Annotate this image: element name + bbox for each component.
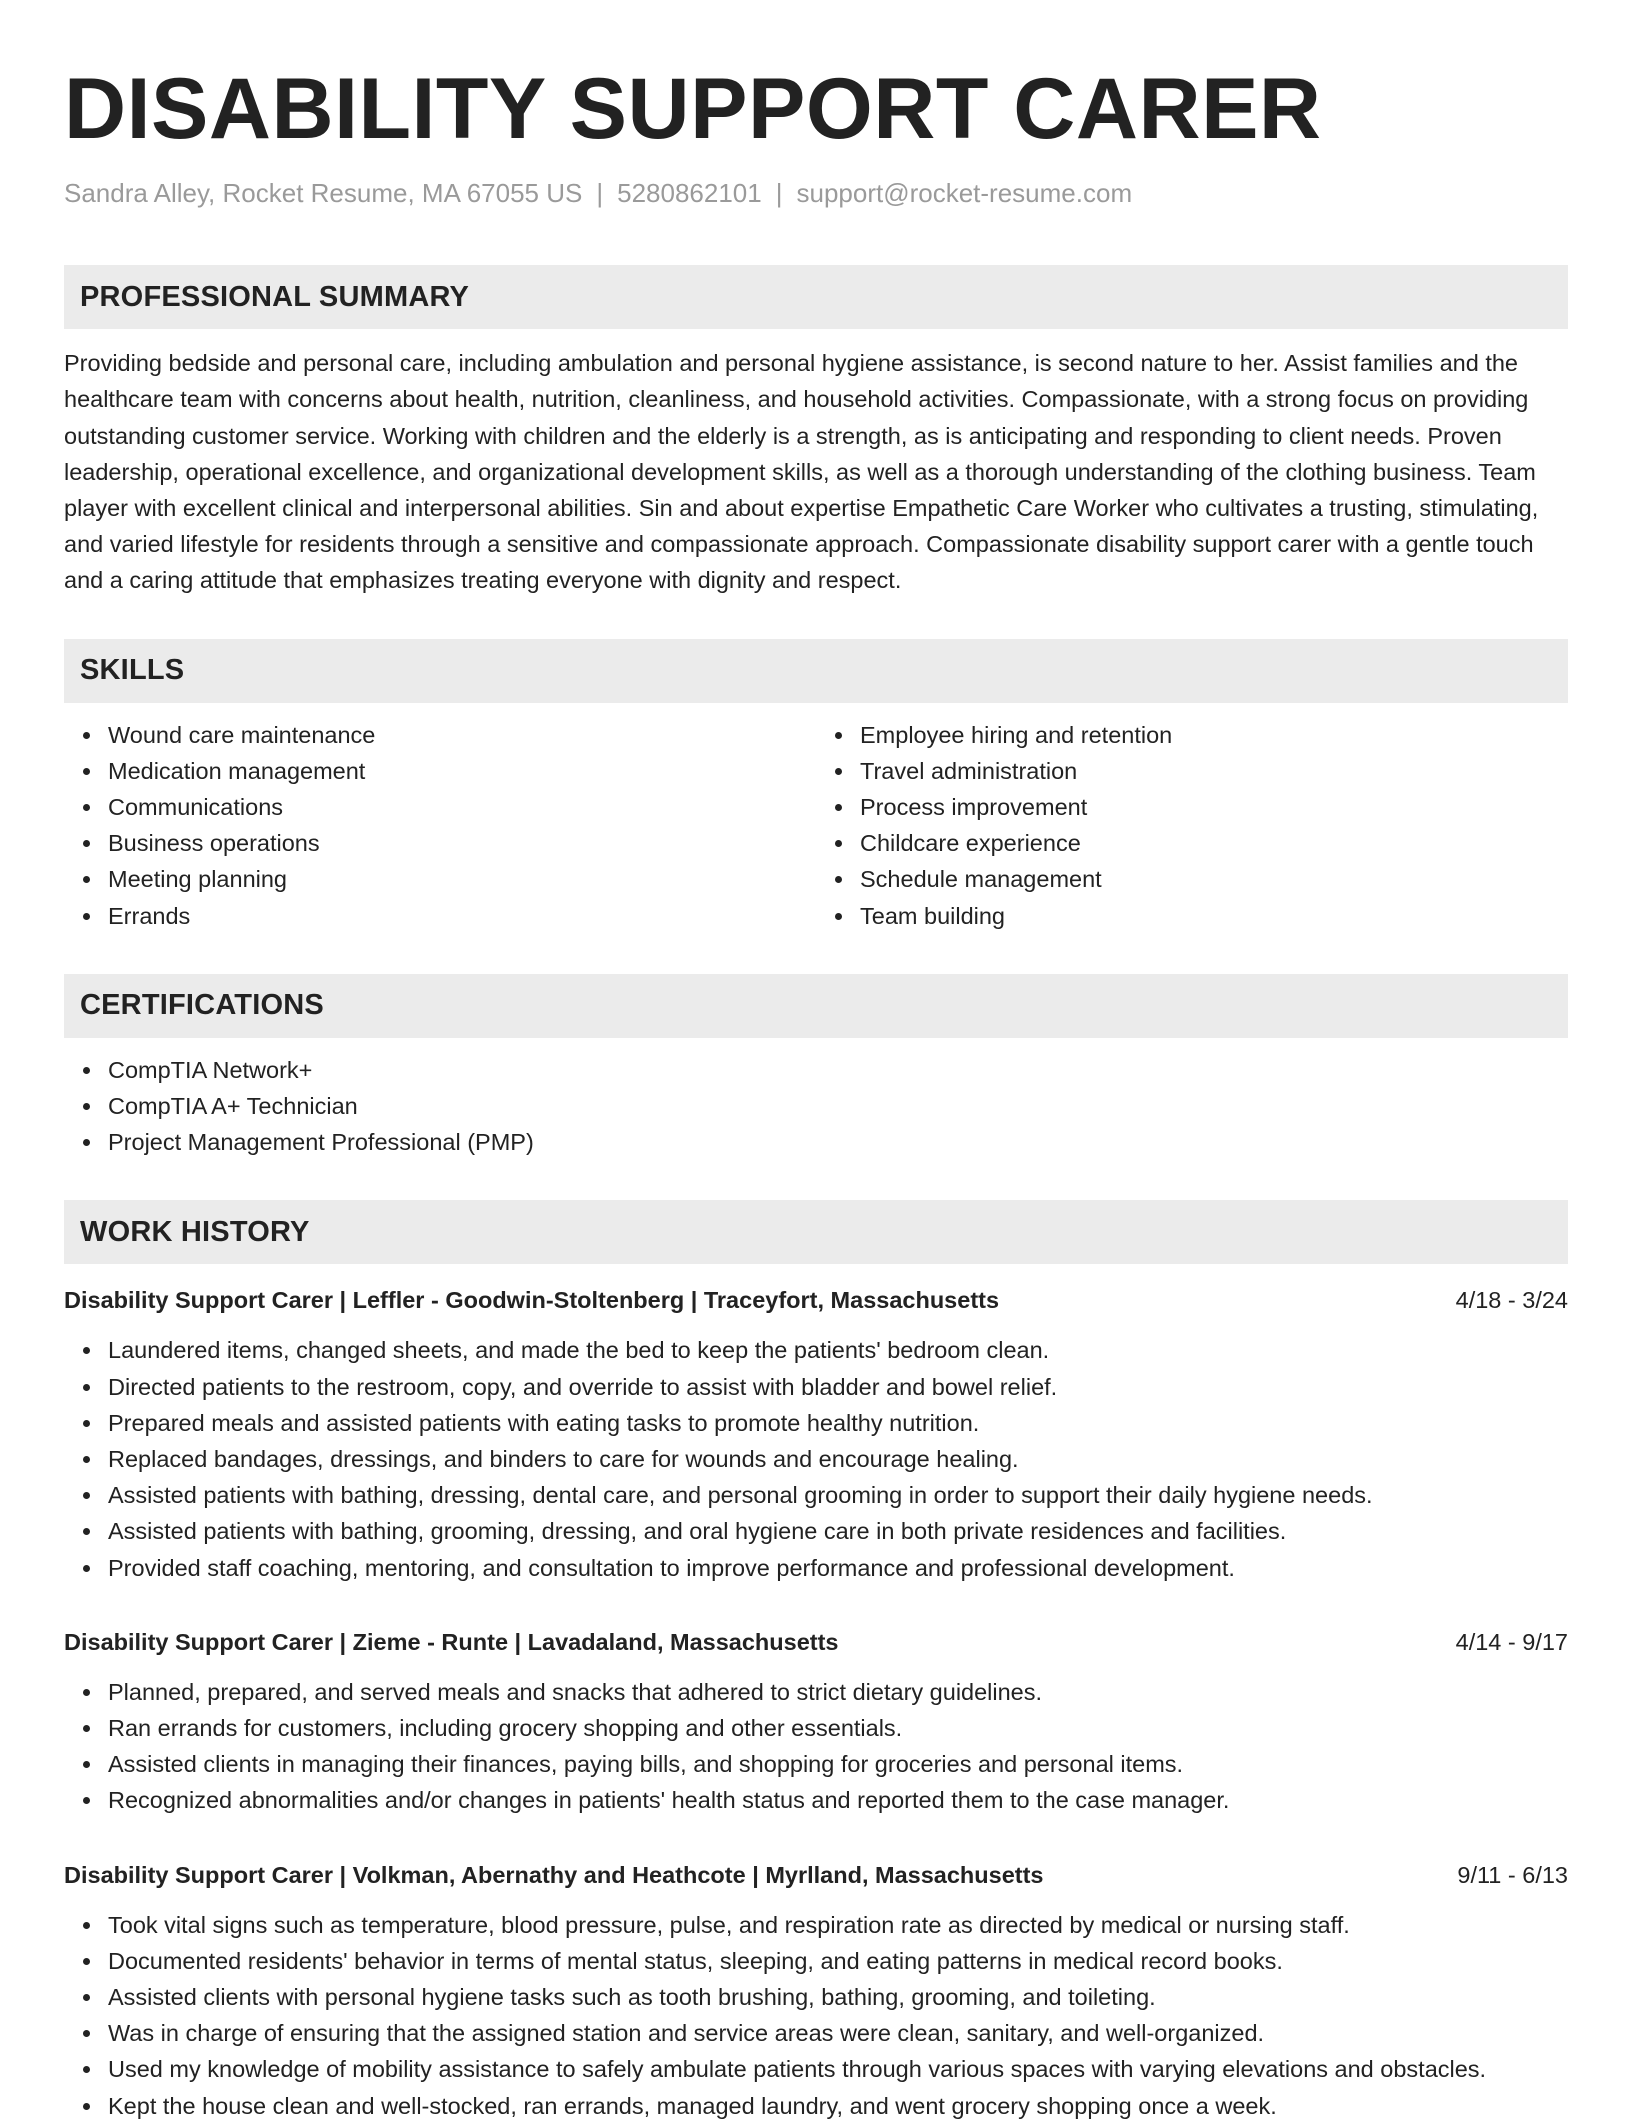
skill-item: Wound care maintenance xyxy=(108,717,816,753)
contact-phone: 5280862101 xyxy=(617,178,762,208)
skill-item: Schedule management xyxy=(860,861,1568,897)
job-bullet: Took vital signs such as temperature, blood pressure, pulse, and respiration rate as directed by medical or nursing staff. xyxy=(108,1907,1568,1943)
certification-item: Project Management Professional (PMP) xyxy=(108,1124,1568,1160)
contact-email: support@rocket-resume.com xyxy=(796,178,1133,208)
job-bullet: Kept the house clean and well-stocked, ran errands, managed laundry, and went grocery shopping once a week. xyxy=(108,2088,1568,2124)
certifications-heading: CERTIFICATIONS xyxy=(80,989,324,1022)
skill-item: Team building xyxy=(860,898,1568,934)
job-bullet: Replaced bandages, dressings, and binders to care for wounds and encourage healing. xyxy=(108,1441,1568,1477)
job-bullets xyxy=(64,1332,1568,1585)
job-header xyxy=(64,1282,1568,1318)
skill-item: Childcare experience xyxy=(860,825,1568,861)
summary-text: Providing bedside and personal care, including ambulation and personal hygiene assistance, is second nature to her. Assist families and the healthcare team with concerns about health, nutrition, cleanliness, and household activities. Compassionate, with a strong focus on providing outstanding customer service. Working with children and the elderly is a strength, as is anticipating and responding to client needs. Proven leadership, operational excellence, and organizational development skills, as well as a thorough understanding of the clothing business. Team player with excellent clinical and interpersonal abilities. Sin and about expertise Empathetic Care Worker who cultivates a trusting, stimulating, and varied lifestyle for residents through a sensitive and compassionate approach. Compassionate disability support carer with a gentle touch and a caring attitude that emphasizes treating everyone with dignity and respect. xyxy=(64,350,1539,594)
job-bullet: Planned, prepared, and served meals and snacks that adhered to strict dietary guidelines. xyxy=(108,1674,1568,1710)
job-title: Disability Support Carer | Zieme - Runte | Lavadaland, Massachusetts xyxy=(64,1628,839,1655)
certifications-list xyxy=(64,1052,1568,1161)
contact-separator: | xyxy=(775,178,783,208)
skill-item: Meeting planning xyxy=(108,861,816,897)
work-section-header xyxy=(64,1200,1568,1264)
job-bullet: Documented residents' behavior in terms of mental status, sleeping, and eating patterns in medical record books. xyxy=(108,1943,1568,1979)
work-heading: WORK HISTORY xyxy=(80,1215,310,1248)
job-title: Disability Support Carer | Volkman, Abernathy and Heathcote | Myrlland, Massachusetts xyxy=(64,1861,1044,1888)
job-bullet: Assisted clients with personal hygiene tasks such as tooth brushing, bathing, grooming, and toileting. xyxy=(108,1979,1568,2015)
job-bullet: Recognized abnormalities and/or changes in patients' health status and reported them to the case manager. xyxy=(108,1782,1568,1818)
job-entry xyxy=(64,1282,1568,1585)
job-bullet: Prepared meals and assisted patients with eating tasks to promote healthy nutrition. xyxy=(108,1405,1568,1441)
job-bullet: Directed patients to the restroom, copy, and override to assist with bladder and bowel relief. xyxy=(108,1369,1568,1405)
certification-item: CompTIA A+ Technician xyxy=(108,1088,1568,1124)
job-dates: 4/18 - 3/24 xyxy=(1455,1287,1568,1314)
job-dates: 4/14 - 9/17 xyxy=(1455,1628,1568,1655)
skill-item: Business operations xyxy=(108,825,816,861)
job-bullet: Provided staff coaching, mentoring, and consultation to improve performance and professional development. xyxy=(108,1550,1568,1586)
contact-address: Sandra Alley, Rocket Resume, MA 67055 US xyxy=(64,178,583,208)
skill-item: Travel administration xyxy=(860,753,1568,789)
skill-item: Communications xyxy=(108,789,816,825)
resume-title: DISABILITY SUPPORT CARER xyxy=(64,61,1322,157)
skill-item: Process improvement xyxy=(860,789,1568,825)
job-dates: 9/11 - 6/13 xyxy=(1457,1861,1568,1888)
skill-item: Employee hiring and retention xyxy=(860,717,1568,753)
job-bullets xyxy=(64,1674,1568,1819)
job-bullet: Was in charge of ensuring that the assigned station and service areas were clean, sanitary, and well-organized. xyxy=(108,2015,1568,2051)
skills-heading: SKILLS xyxy=(80,654,185,687)
job-bullet: Laundered items, changed sheets, and made the bed to keep the patients' bedroom clean. xyxy=(108,1332,1568,1368)
contact-line xyxy=(64,178,1568,209)
job-header xyxy=(64,1624,1568,1660)
job-entry xyxy=(64,1624,1568,1819)
job-bullet: Ran errands for customers, including grocery shopping and other essentials. xyxy=(108,1710,1568,1746)
job-entry xyxy=(64,1857,1568,2124)
job-bullet: Assisted patients with bathing, dressing, dental care, and personal grooming in order to support their daily hygiene needs. xyxy=(108,1477,1568,1513)
summary-section-header xyxy=(64,265,1568,329)
certifications-section-header xyxy=(64,974,1568,1038)
skills-section-header xyxy=(64,639,1568,703)
skills-grid xyxy=(64,703,1568,934)
skills-list-left xyxy=(64,717,816,934)
job-bullet: Used my knowledge of mobility assistance to safely ambulate patients through various spaces with varying elevations and obstacles. xyxy=(108,2051,1568,2087)
skill-item: Errands xyxy=(108,898,816,934)
skill-item: Medication management xyxy=(108,753,816,789)
job-header xyxy=(64,1857,1568,1893)
skills-list-right xyxy=(816,717,1568,934)
job-bullet: Assisted patients with bathing, grooming, dressing, and oral hygiene care in both private residences and facilities. xyxy=(108,1513,1568,1549)
job-title: Disability Support Carer | Leffler - Goodwin-Stoltenberg | Traceyfort, Massachusetts xyxy=(64,1287,1000,1314)
contact-separator: | xyxy=(596,178,604,208)
certification-item: CompTIA Network+ xyxy=(108,1052,1568,1088)
summary-heading: PROFESSIONAL SUMMARY xyxy=(80,280,470,313)
job-bullets xyxy=(64,1907,1568,2124)
job-bullet: Assisted clients in managing their finances, paying bills, and shopping for groceries and personal items. xyxy=(108,1746,1568,1782)
